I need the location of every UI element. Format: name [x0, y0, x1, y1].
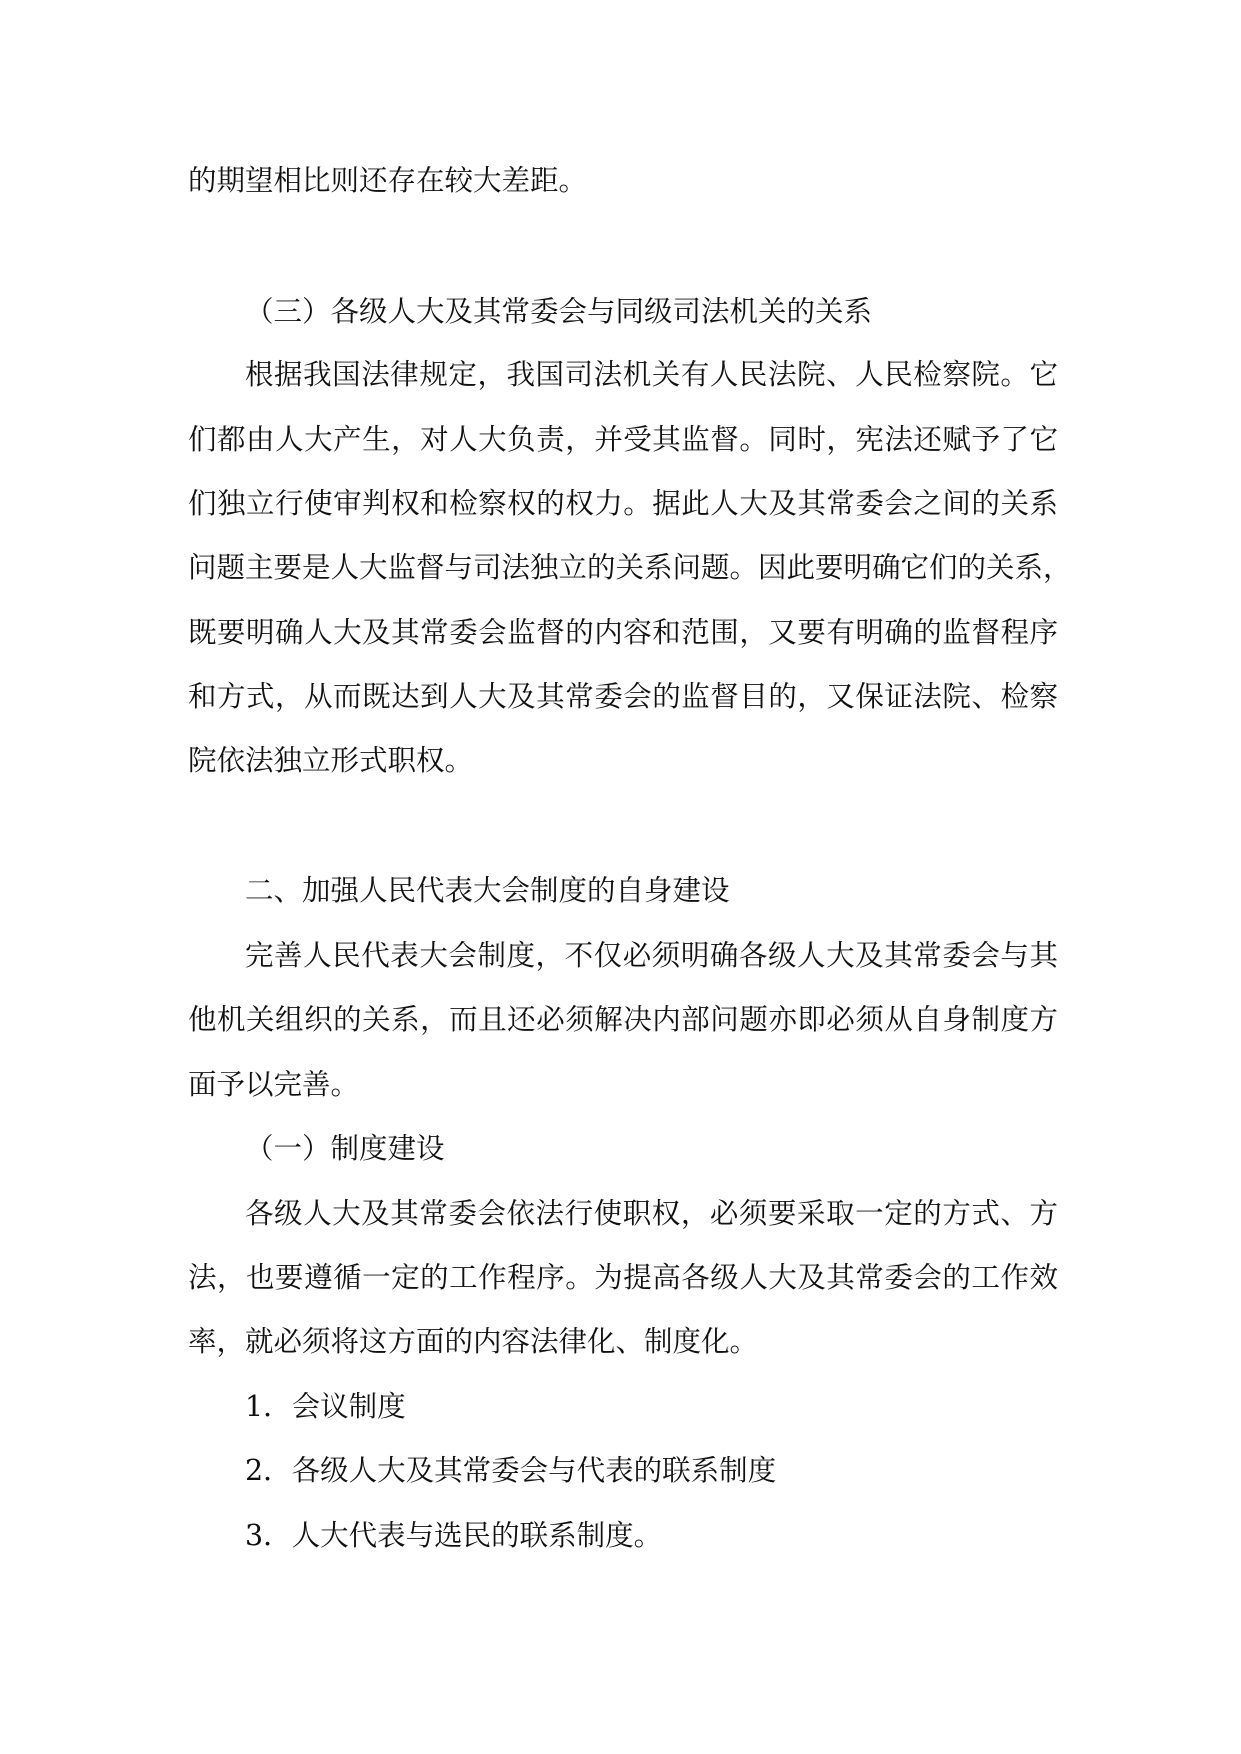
subsection-heading: （一）制度建设: [245, 1132, 445, 1165]
text-line: 和方式，从而既达到人大及其常委会的监督目的，又保证法院、检察: [188, 680, 1058, 713]
text-line: 完善人民代表大会制度，不仅必须明确各级人大及其常委会与其: [245, 939, 1058, 972]
text-line: 面予以完善。: [188, 1068, 360, 1101]
text-line: 的期望相比则还存在较大差距。: [188, 164, 588, 197]
text-line: 他机关组织的关系，而且还必须解决内部问题亦即必须从自身制度方: [188, 1003, 1058, 1036]
text-line: 既要明确人大及其常委会监督的内容和范围，又要有明确的监督程序: [188, 616, 1058, 649]
text-line: 们都由人大产生，对人大负责，并受其监督。同时，宪法还赋予了它: [188, 423, 1058, 456]
list-item: 3．人大代表与选民的联系制度。: [245, 1519, 663, 1552]
text-line: 院依法独立形式职权。: [188, 744, 474, 777]
text-line: 根据我国法律规定，我国司法机关有人民法院、人民检察院。它: [245, 358, 1058, 391]
text-line: 法，也要遵循一定的工作程序。为提高各级人大及其常委会的工作效: [188, 1261, 1058, 1294]
text-line: 们独立行使审判权和检察权的权力。据此人大及其常委会之间的关系: [188, 487, 1058, 520]
list-item: 1．会议制度: [245, 1390, 406, 1423]
text-line: 率，就必须将这方面的内容法律化、制度化。: [188, 1325, 759, 1358]
section-heading: （三）各级人大及其常委会与同级司法机关的关系: [245, 295, 873, 328]
text-line: 各级人大及其常委会依法行使职权，必须要采取一定的方式、方: [245, 1197, 1058, 1230]
list-item: 2．各级人大及其常委会与代表的联系制度: [245, 1454, 777, 1487]
section-heading: 二、加强人民代表大会制度的自身建设: [245, 874, 730, 907]
text-line: 问题主要是人大监督与司法独立的关系问题。因此要明确它们的关系，: [188, 551, 1072, 584]
